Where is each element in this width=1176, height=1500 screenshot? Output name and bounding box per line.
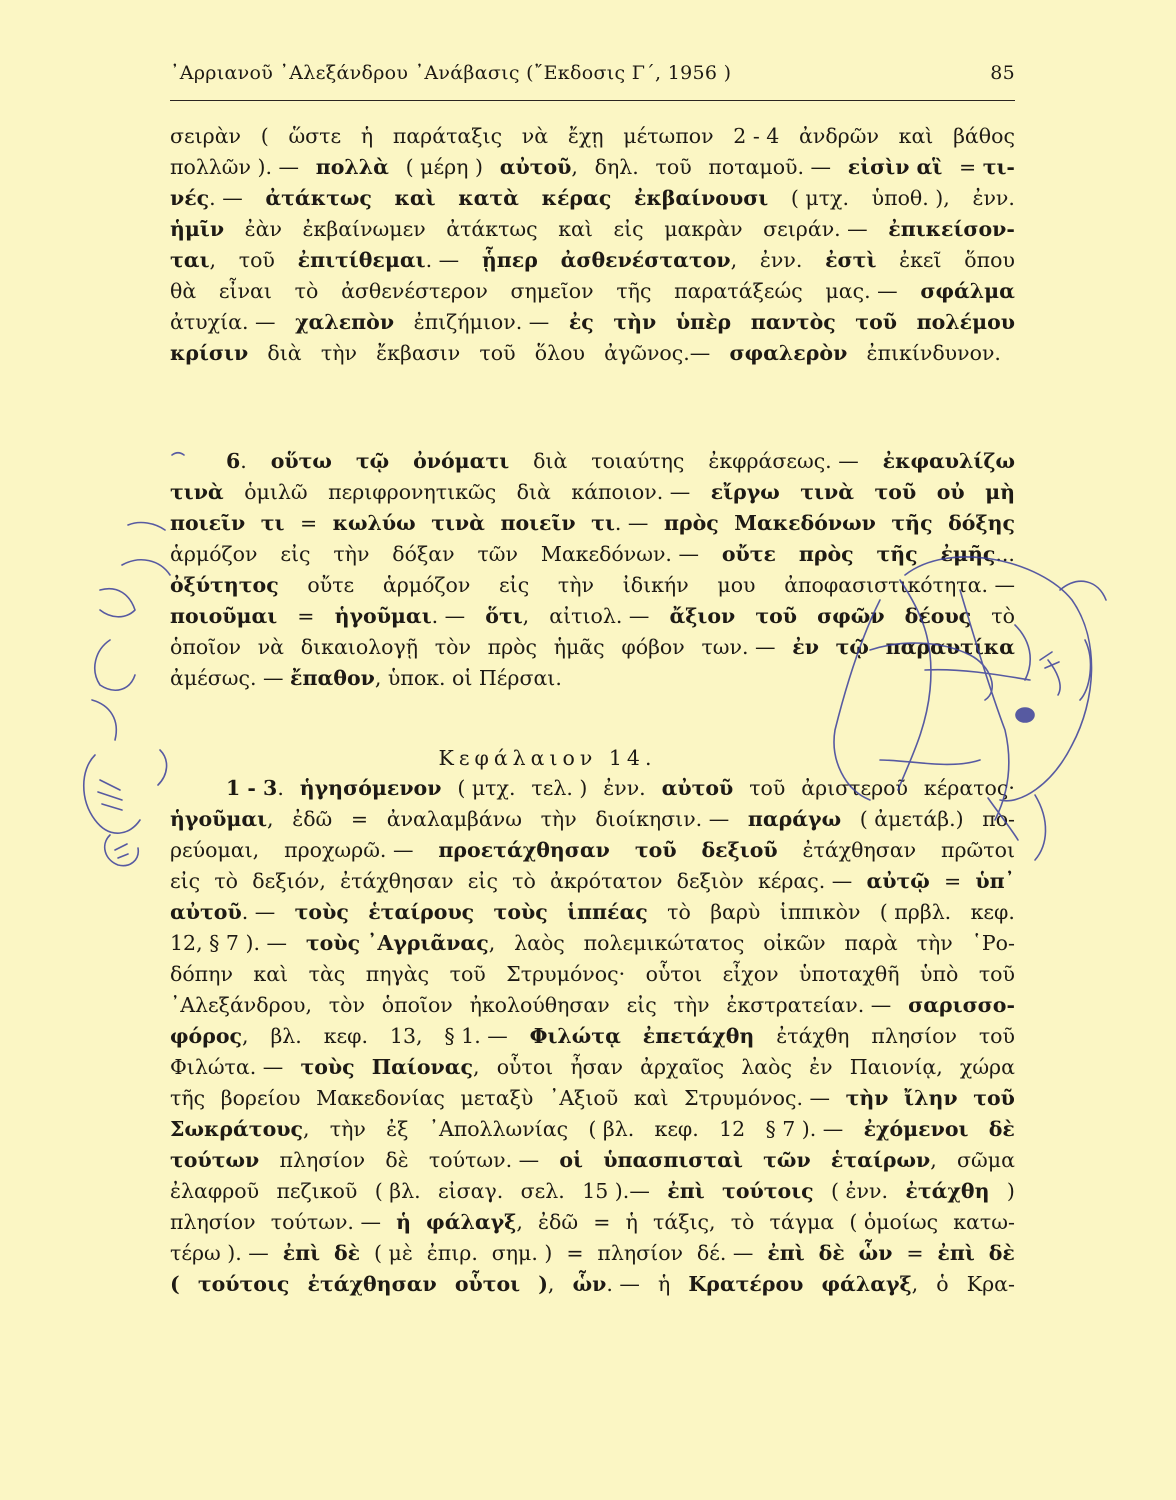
text-line: θὰ εἶναι τὸ ἀσθενέστερον σημεῖον τῆς παρατάξεώς μας. — σφάλμα: [170, 279, 1015, 303]
paragraph-section-1-3: [170, 773, 1015, 1300]
text-line: ᾿Αλεξάνδρου, τὸν ὁποῖον ἠκολούθησαν εἰς τὴν ἐκστρατείαν. — σαρισσο-: [170, 993, 1015, 1017]
text-line: τέρω ). — ἐπὶ δὲ ( μὲ ἐπιρ. σημ. ) = πλησίον δέ. — ἐπὶ δὲ ὧν = ἐπὶ δὲ: [170, 1241, 1015, 1265]
text-line: κρίσιν διὰ τὴν ἔκβασιν τοῦ ὅλου ἀγῶνος.— σφαλερὸν ἐπικίνδυνον.: [170, 341, 1001, 365]
text-line: ποιοῦμαι = ἡγοῦμαι. — ὅτι, αἰτιολ. — ἄξιον τοῦ σφῶν δέους τὸ: [170, 604, 1015, 628]
text-line: ται, τοῦ ἐπιτίθεμαι. — ᾗπερ ἀσθενέστατον, ἐνν. ἐστὶ ἐκεῖ ὅπου: [170, 248, 1015, 272]
text-line: τούτων πλησίον δὲ τούτων. — οἱ ὑπασπισταὶ τῶν ἑταίρων, σῶμα: [170, 1148, 1015, 1172]
text-line: ὀξύτητος οὔτε ἁρμόζον εἰς τὴν ἰδικήν μου ἀποφασιστικότητα. —: [170, 573, 1015, 597]
text-line: ἀμέσως. — ἔπαθον, ὑποκ. οἱ Πέρσαι.: [170, 666, 562, 690]
text-line: τῆς βορείου Μακεδονίας μεταξὺ ᾿Αξιοῦ καὶ Στρυμόνος. — τὴν ἴλην τοῦ: [170, 1086, 1015, 1110]
header-rule: [170, 100, 1015, 101]
text-line: ἀτυχία. — χαλεπὸν ἐπιζήμιον. — ἐς τὴν ὑπὲρ παντὸς τοῦ πολέμου: [170, 310, 1015, 334]
chapter-heading: [170, 743, 1015, 774]
running-header: [170, 62, 1015, 84]
text-line: ἡγοῦμαι, ἐδῶ = ἀναλαμβάνω τὴν διοίκησιν. — παράγω ( ἀμετάβ.) πο-: [170, 807, 1015, 831]
text-line: ὁποῖον νὰ δικαιολογῇ τὸν πρὸς ἡμᾶς φόβον των. — ἐν τῷ παραυτίκα: [170, 635, 1015, 659]
text-line: πλησίον τούτων. — ἡ φάλαγξ, ἐδῶ = ἡ τάξις, τὸ τάγμα ( ὁμοίως κατω-: [170, 1210, 1015, 1234]
text-line: ἐλαφροῦ πεζικοῦ ( βλ. εἰσαγ. σελ. 15 ).— ἐπὶ τούτοις ( ἐνν. ἐτάχθη ): [170, 1179, 1015, 1203]
header-title: ᾿Αρριανοῦ ᾿Αλεξάνδρου ᾿Ανάβασις (῎Εκδοσις Γ΄, 1956 ): [170, 62, 732, 84]
text-line: εἰς τὸ δεξιόν, ἐτάχθησαν εἰς τὸ ἀκρότατον δεξιὸν κέρας. — αὐτῷ = ὑπ᾿: [170, 869, 1015, 893]
text-line: ρεύομαι, προχωρῶ. — προετάχθησαν τοῦ δεξιοῦ ἐτάχθησαν πρῶτοι: [170, 838, 1015, 862]
text-line: 12, § 7 ). — τοὺς ᾿Αγριᾶνας, λαὸς πολεμικώτατος οἰκῶν παρὰ τὴν ῾Ρο-: [170, 931, 1015, 955]
paragraph-section-6: [170, 446, 1015, 694]
text-line: 1 - 3. ἡγησόμενον ( μτχ. τελ. ) ἐνν. αὐτοῦ τοῦ ἀριστεροῦ κέρατος·: [226, 776, 1015, 800]
text-line: σειρὰν ( ὥστε ἡ παράταξις νὰ ἔχῃ μέτωπον 2 - 4 ἀνδρῶν καὶ βάθος: [170, 124, 1015, 148]
text-line: ( τούτοις ἐτάχθησαν οὗτοι ), ὧν. — ἡ Κρατέρου φάλαγξ, ὁ Κρα-: [170, 1272, 1015, 1296]
text-line: Φιλώτα. — τοὺς Παίονας, οὗτοι ἦσαν ἀρχαῖος λαὸς ἐν Παιονίᾳ, χώρα: [170, 1055, 1015, 1079]
chapter-heading-text: Κεφάλαιον 14.: [438, 746, 657, 770]
text-line: αὐτοῦ. — τοὺς ἑταίρους τοὺς ἱππέας τὸ βαρὺ ἱππικὸν ( πρβλ. κεφ.: [170, 900, 1015, 924]
paragraph-continuation: [170, 121, 1015, 369]
text-line: Σωκράτους, τὴν ἐξ ᾿Απολλωνίας ( βλ. κεφ. 12 § 7 ). — ἐχόμενοι δὲ: [170, 1117, 1015, 1141]
text-line: δόπην καὶ τὰς πηγὰς τοῦ Στρυμόνος· οὗτοι εἶχον ὑποταχθῆ ὑπὸ τοῦ: [170, 962, 1015, 986]
text-line: ἁρμόζον εἰς τὴν δόξαν τῶν Μακεδόνων. — οὔτε πρὸς τῆς ἐμῆς...: [170, 542, 1015, 566]
page-number: 85: [990, 62, 1015, 84]
text-line: πολλῶν ). — πολλὰ ( μέρη ) αὐτοῦ, δηλ. τοῦ ποταμοῦ. — εἰσὶν αἳ = τι-: [170, 155, 1015, 179]
text-line: τινὰ ὁμιλῶ περιφρονητικῶς διὰ κάποιον. — εἴργω τινὰ τοῦ οὐ μὴ: [170, 480, 1015, 504]
text-line: φόρος, βλ. κεφ. 13, § 1. — Φιλώτᾳ ἐπετάχθη ἐτάχθη πλησίον τοῦ: [170, 1024, 1015, 1048]
text-line: ἡμῖν ἐὰν ἐκβαίνωμεν ἀτάκτως καὶ εἰς μακρὰν σειράν. — ἐπικείσον-: [170, 217, 1015, 241]
text-line: 6. οὕτω τῷ ὀνόματι διὰ τοιαύτης ἐκφράσεως. — ἐκφαυλίζω: [226, 449, 1015, 473]
text-line: ποιεῖν τι = κωλύω τινὰ ποιεῖν τι. — πρὸς Μακεδόνων τῆς δόξης: [170, 511, 1015, 535]
text-line: νές. — ἀτάκτως καὶ κατὰ κέρας ἐκβαίνουσι ( μτχ. ὑποθ. ), ἐνν.: [170, 186, 1015, 210]
